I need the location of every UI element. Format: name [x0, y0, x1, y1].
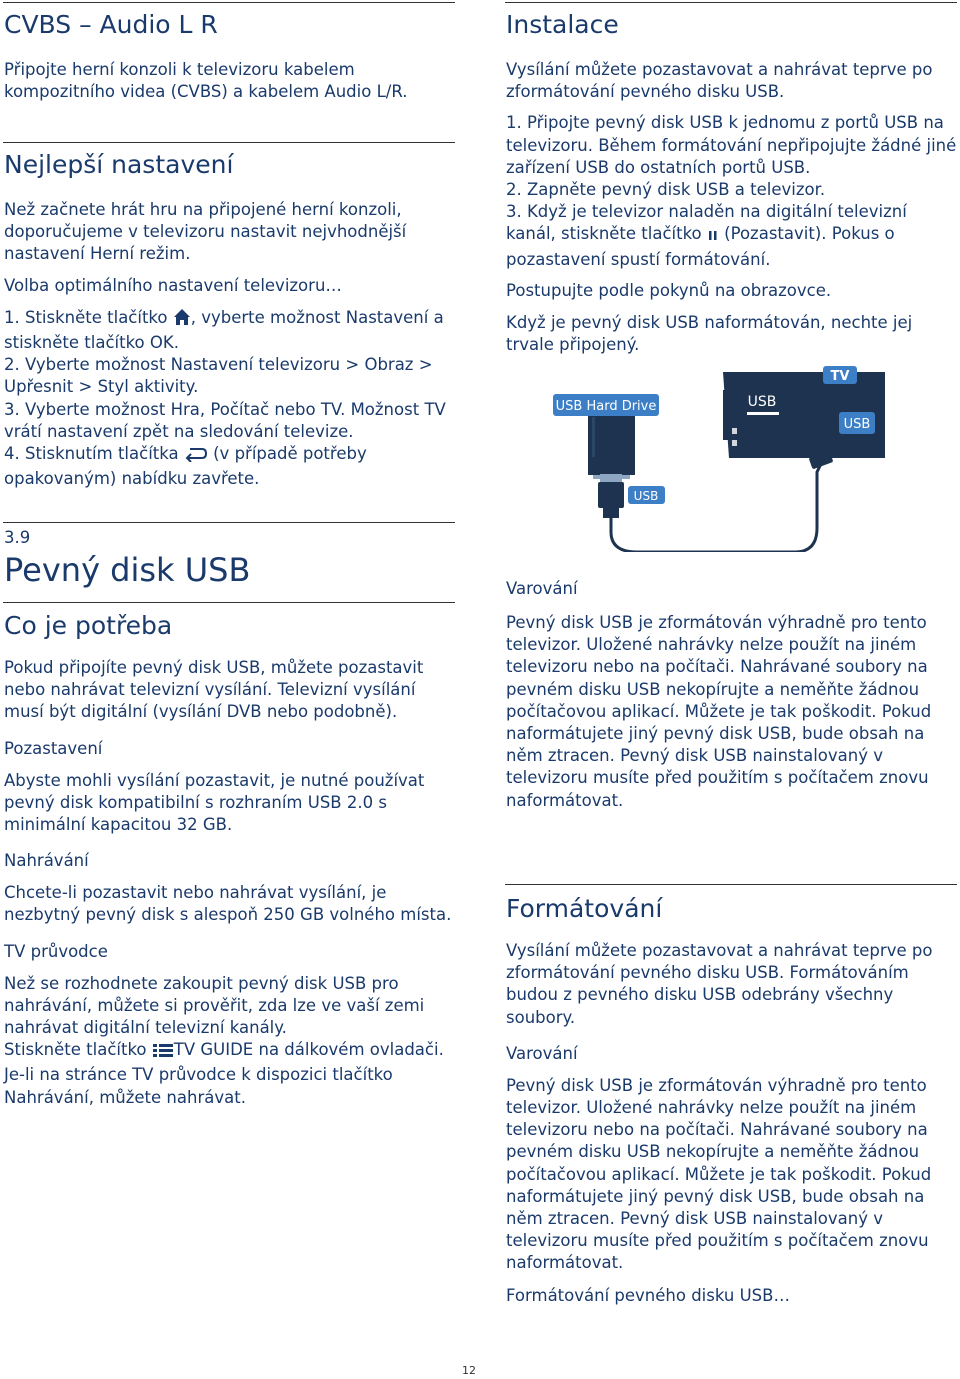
page-number: 12 — [462, 1364, 476, 1377]
warning-section — [506, 578, 958, 812]
install-section — [506, 10, 958, 356]
format-rule — [505, 884, 957, 885]
step3-tv2: TV — [424, 399, 446, 419]
usb-section — [4, 528, 454, 589]
best-settings-intro — [4, 199, 454, 266]
step3-g: . Možnost — [340, 399, 425, 419]
tv-device — [723, 366, 885, 458]
format-title: Formátování — [506, 894, 663, 923]
istep3-b: (Pozastavit). Pokus o pozastavení spustí formátování. — [506, 224, 895, 269]
format-link[interactable]: Formátování pevného disku USB… — [506, 1285, 790, 1305]
step1-a: 1. Stiskněte tlačítko — [4, 307, 173, 327]
warning-text: Pevný disk USB je zformátován výhradně pro tento televizor. Uložené nahrávky nelze použít na jiném televizoru nebo na počítači. Nahrávané soubory na pevném disku USB nekopírujte a neměňte žádnou počítačovou aplikací. Můžete je tak poškodit. Pokud naformátujete jiný pevný disk USB, bude obsah na něm ztracen. Pevný disk USB nainstalovaný v televizoru musíte před použitím s počítačem znovu naformátovat. — [506, 613, 932, 810]
home-icon — [173, 308, 191, 332]
step2-tv-settings: Nastavení televizoru — [170, 355, 341, 375]
install-keep: Když je pevný disk USB naformátován, nechte jej trvale připojený. — [506, 313, 913, 355]
guide-instruction — [4, 1039, 454, 1109]
step2-advanced: Upřesnit — [4, 377, 74, 397]
install-title: Instalace — [506, 10, 619, 39]
step3-a: 3. Vyberte možnost — [4, 399, 171, 419]
step3-i: vrátí nastavení zpět na sledování televize. — [4, 421, 354, 441]
need-title: Co je potřeba — [4, 611, 173, 640]
game-mode-term: Herní režim — [89, 244, 186, 264]
step4-a: 4. Stisknutím tlačítka — [4, 444, 184, 464]
step1-end: . — [173, 333, 179, 353]
step3-computer: Počítač — [210, 399, 270, 419]
back-icon — [184, 446, 208, 468]
step1-ok: OK — [149, 333, 174, 353]
intro-end: . — [185, 244, 191, 264]
cvbs-section — [4, 10, 454, 103]
step3-game: Hra — [170, 399, 200, 419]
step3-tv: TV — [320, 399, 341, 419]
step4-b: (v případě potřeby opakovaným) nabídku zavřete. — [4, 444, 367, 489]
record-label: Nahrávání — [4, 851, 89, 871]
need-text: Pokud připojíte pevný disk USB, můžete pozastavit nebo nahrávat televizní vysílání. Televizní vysílání musí být digitální (vysílání DVB nebo podobně). — [4, 658, 424, 722]
step1-b: , vyberte možnost — [190, 307, 346, 327]
format-warning-text: Pevný disk USB je zformátován výhradně pro tento televizor. Uložené nahrávky nelze použít na jiném televizoru nebo na počítači. Nahrávané soubory na pevném disku USB nekopírujte a neměňte žádnou počítačovou aplikací. Můžete je tak poškodit. Pokud naformátujete jiný pevný disk USB, bude obsah na něm ztracen. Pevný disk USB nainstalovaný v televizoru musíte před použitím s počítačem znovu naformátovat. — [506, 1075, 932, 1273]
istep3-a: 3. Když je televizor naladěn na digitální televizní kanál, stiskněte tlačítko — [506, 202, 907, 244]
istep2: 2. Zapněte pevný disk USB a televizor. — [506, 180, 826, 200]
step3-or: nebo — [269, 399, 321, 419]
step1-d: a stiskněte tlačítko — [4, 307, 444, 353]
best-rule — [3, 142, 455, 143]
step3-sep: , — [199, 399, 211, 419]
best-settings-steps — [4, 307, 454, 491]
tv-guide-icon — [152, 1042, 174, 1064]
usb-rule — [3, 522, 455, 523]
tv-usb-label-1: USB — [747, 394, 777, 410]
guide-label: TV průvodce — [4, 941, 108, 961]
istep1-c: na televizoru. Během formátování nepřipojujte žádné jiné zařízení USB do ostatních portů USB. — [506, 113, 957, 177]
istep1-a: 1. Připojte pevný disk USB k jednomu z portů — [506, 113, 885, 133]
hdd-label: USB Hard Drive — [555, 399, 657, 414]
install-steps — [506, 112, 958, 270]
cvbs-text: Připojte herní konzoli k televizoru kabelem kompozitního videa (CVBS) a kabelem Audio L/R. — [4, 60, 408, 102]
pause-label: Pozastavení — [4, 738, 103, 758]
step2-sep3: > — [73, 377, 98, 397]
step2-a: 2. Vyberte možnost — [4, 355, 171, 375]
top-rule-right — [505, 2, 957, 3]
step2-activity-style: Styl aktivity — [97, 377, 194, 397]
guide-c: na dálkovém ovladači. Je-li na stránce TV průvodce k dispozici tlačítko Nahrávání, můžete nahrávat. — [4, 1040, 444, 1107]
tv-label: TV — [830, 369, 850, 384]
usb-title: Pevný disk USB — [4, 551, 251, 589]
chapter-number: 3.9 — [4, 528, 31, 547]
install-intro: Vysílání můžete pozastavovat a nahrávat teprve po zformátování pevného disku USB. — [506, 60, 933, 102]
format-warning-label: Varování — [506, 1043, 578, 1063]
usb-cable — [611, 462, 822, 552]
need-section — [4, 611, 454, 1109]
guide-tv-guide: TV GUIDE — [173, 1040, 254, 1060]
install-follow: Postupujte podle pokynů na obrazovce. — [506, 280, 832, 300]
pause-text: Abyste mohli vysílání pozastavit, je nutné používat pevný disk kompatibilní s rozhraním USB 2.0 s minimální kapacitou 32 GB. — [4, 770, 425, 835]
step2-picture: Obraz — [364, 355, 414, 375]
best-settings-sub: Volba optimálního nastavení televizoru… — [4, 275, 342, 295]
record-text: Chcete-li pozastavit nebo nahrávat vysílání, je nezbytný pevný disk s alespoň 250 GB volného místa. — [4, 883, 452, 925]
format-section — [506, 894, 958, 1307]
need-rule — [3, 602, 455, 603]
warning-label: Varování — [506, 579, 578, 598]
format-text: Vysílání můžete pozastavovat a nahrávat teprve po zformátování pevného disku USB. Formátováním budou z pevného disku USB odebrány všechny soubory. — [506, 941, 933, 1027]
usb-connection-diagram — [545, 362, 885, 552]
step1-settings: Nastavení — [345, 307, 429, 327]
pause-icon — [707, 226, 719, 248]
hard-drive-device — [553, 394, 659, 479]
top-rule-left — [3, 2, 455, 3]
cvbs-title: CVBS – Audio L R — [4, 10, 218, 39]
istep1-usb: USB — [884, 113, 919, 133]
plug-usb-label: USB — [633, 489, 659, 503]
best-settings-title: Nejlepší nastavení — [4, 150, 234, 179]
tv-usb-label-2: USB — [843, 417, 871, 432]
guide-a: Stiskněte tlačítko — [4, 1040, 152, 1060]
best-settings-section — [4, 150, 454, 490]
step2-sep2: > — [413, 355, 433, 375]
step2-end: . — [193, 377, 199, 397]
usb-plug — [598, 474, 665, 518]
intro-text: Než začnete hrát hru na připojené herní konzoli, doporučujeme v televizoru nastavit nejvhodnější nastavení — [4, 200, 407, 264]
guide-text: Než se rozhodnete zakoupit pevný disk USB pro nahrávání, můžete si prověřit, zda lze ve vaší zemi nahrávat digitální televizní kanály. — [4, 973, 425, 1038]
step2-sep1: > — [340, 355, 365, 375]
